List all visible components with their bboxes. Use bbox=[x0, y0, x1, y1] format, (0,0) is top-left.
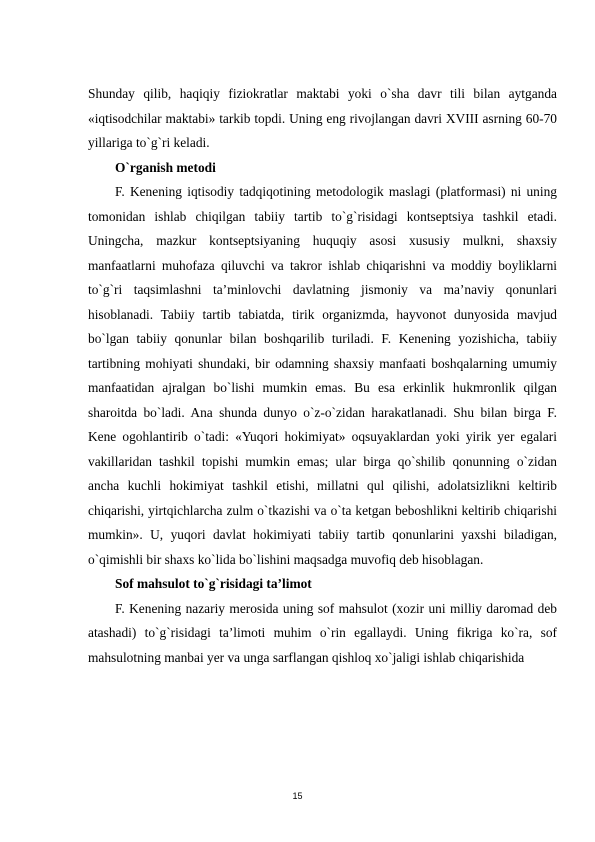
section-heading-method: O`rganish metodi bbox=[115, 159, 216, 175]
intro-paragraph: Shunday qilib, haqiqiy fiziokratlar maktabi yoki o`sha davr tili bilan aytganda «iqtisodchilar maktabi» tarkib topdi. Uning eng rivojlangan davri XVIII asrning 60-70 yillariga to`g`ri keladi. bbox=[88, 86, 557, 150]
method-paragraph: F. Kenening iqtisodiy tadqiqotining metodologik maslagi (platformasi) ni uning tomonidan ishlab chiqilgan tabiiy tartib to`g`risidagi kontseptsiya tashkil etadi. Uningcha, mazkur kontseptsiyaning huquqiy asosi xususiy mulkni, shaxsiy manfaatlarni muhofaza qiluvchi va takror ishlab chiqarishni va moddiy boyliklarni to`g`ri taqsimlashni ta’minlovchi davlatning jismoniy va ma’naviy qonunlari hisoblanadi. Tabiiy tartib tabiatda, tirik organizmda, hayvonot dunyosida mavjud bo`lgan tabiiy qonunlar bilan boshqarilib turiladi. F. Kenening yozishicha, tabiiy tartibning mohiyati shundaki, bir odamning shaxsiy manfaati boshqalarning umumiy manfaatidan ajralgan bo`lishi mumkin emas. Bu esa erkinlik hukmronlik qilgan sharoitda bo`ladi. Ana shunda dunyo o`z-o`zidan harakatlanadi. Shu bilan birga F. Kene ogohlantirib o`tadi: «Yuqori hokimiyat» oqsuyaklardan yoki yirik yer egalari vakillaridan tashkil topishi mumkin emas; ular birga qo`shilib qonunning o`zidan ancha kuchli hokimiyat tashkil etishi, millatni qul qilishi, adolatsizlikni keltirib chiqarishi, yirtqichlarcha zulm o`tkazishi va o`ta ketgan beboshlikni keltirib chiqarishi mumkin». U, yuqori davlat hokimiyati tabiiy tartib qonunlarini yaxshi biladigan, o`qimishli bir shaxs ko`lida bo`lishini maqsadga muvofiq deb hisoblagan. bbox=[88, 184, 557, 567]
net-product-paragraph: F. Kenening nazariy merosida uning sof mahsulot (xozir uni milliy daromad deb atashadi) to`g`risidagi ta’limoti muhim o`rin egallaydi. Uning fikriga ko`ra, sof mahsulotning manbai yer va unga sarflangan qishloq xo`jaligi ishlab chiqarishida bbox=[88, 600, 557, 665]
document-page bbox=[88, 82, 557, 670]
page-number: 15 bbox=[292, 791, 303, 801]
section-heading-net-product: Sof mahsulot to`g`risidagi ta’limot bbox=[115, 576, 312, 591]
